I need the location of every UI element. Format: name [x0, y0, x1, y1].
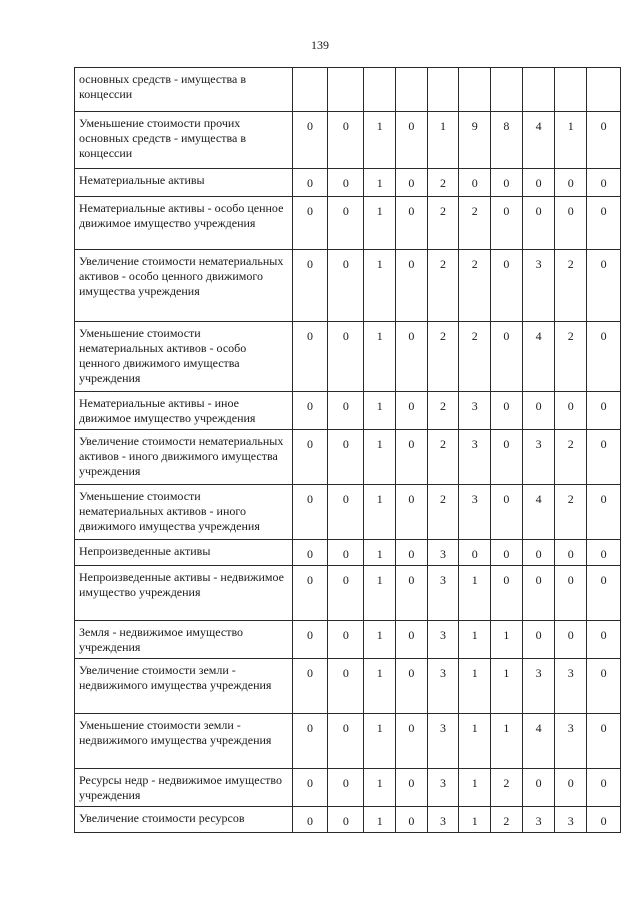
- code-digit-cell: 4: [522, 112, 555, 169]
- code-digit-cell: 0: [328, 807, 364, 833]
- code-digit-cell: 1: [364, 392, 396, 430]
- code-digit-cell: 0: [328, 169, 364, 197]
- code-digit-cell: 3: [459, 392, 491, 430]
- code-digit-cell: 0: [522, 769, 555, 807]
- code-digit-cell: 0: [396, 714, 428, 769]
- code-digit-cell: 0: [328, 322, 364, 392]
- code-digit-cell: 0: [587, 566, 621, 621]
- code-digit-cell: 3: [427, 566, 459, 621]
- code-digit-cell: 0: [396, 566, 428, 621]
- code-digit-cell: 0: [396, 392, 428, 430]
- code-digit-cell: 0: [587, 485, 621, 540]
- code-digit-cell: 0: [491, 540, 523, 566]
- code-digit-cell: 1: [364, 112, 396, 169]
- table-row: [75, 659, 621, 714]
- code-digit-cell: 0: [522, 197, 555, 250]
- code-digit-cell: 0: [587, 807, 621, 833]
- code-digit-cell: 2: [427, 250, 459, 322]
- code-digit-cell: 0: [328, 485, 364, 540]
- code-digit-cell: 3: [555, 659, 587, 714]
- code-digit-cell: 3: [555, 807, 587, 833]
- code-digit-cell: 0: [396, 322, 428, 392]
- code-digit-cell: 2: [427, 430, 459, 485]
- code-digit-cell: 1: [459, 807, 491, 833]
- code-digit-cell: 1: [364, 566, 396, 621]
- code-digit-cell: 1: [364, 197, 396, 250]
- code-digit-cell: 0: [396, 250, 428, 322]
- code-digit-cell: 0: [522, 621, 555, 659]
- code-digit-cell: 3: [427, 659, 459, 714]
- code-digit-cell: 0: [396, 197, 428, 250]
- code-digit-cell: 0: [292, 322, 328, 392]
- table-row: [75, 322, 621, 392]
- account-code-table: [74, 67, 621, 833]
- code-digit-cell: 0: [491, 250, 523, 322]
- account-name-cell: Увеличение стоимости земли - недвижимого имущества учреждения: [75, 659, 293, 714]
- code-digit-cell: 1: [491, 714, 523, 769]
- code-digit-cell: 0: [459, 540, 491, 566]
- code-digit-cell: 0: [587, 540, 621, 566]
- code-digit-cell: 0: [459, 169, 491, 197]
- table-row: [75, 197, 621, 250]
- code-digit-cell: 2: [555, 322, 587, 392]
- code-digit-cell: 0: [587, 769, 621, 807]
- code-digit-cell: 0: [328, 250, 364, 322]
- page-number: 139: [311, 38, 329, 52]
- code-digit-cell: [328, 68, 364, 112]
- code-digit-cell: 3: [522, 659, 555, 714]
- code-digit-cell: 0: [292, 197, 328, 250]
- code-digit-cell: 2: [555, 250, 587, 322]
- code-digit-cell: 0: [328, 659, 364, 714]
- code-digit-cell: 0: [328, 566, 364, 621]
- code-digit-cell: 0: [587, 430, 621, 485]
- account-name-cell: Увеличение стоимости нематериальных активов - особо ценного движимого имущества учреждения: [75, 250, 293, 322]
- code-digit-cell: 0: [522, 169, 555, 197]
- code-digit-cell: [459, 68, 491, 112]
- code-digit-cell: 0: [587, 197, 621, 250]
- table-row: [75, 807, 621, 833]
- code-digit-cell: 0: [292, 485, 328, 540]
- code-digit-cell: 4: [522, 322, 555, 392]
- code-digit-cell: 1: [364, 540, 396, 566]
- code-digit-cell: 3: [427, 540, 459, 566]
- table-row: [75, 769, 621, 807]
- code-digit-cell: 2: [427, 197, 459, 250]
- code-digit-cell: 3: [427, 714, 459, 769]
- code-digit-cell: 0: [555, 566, 587, 621]
- table-row: [75, 714, 621, 769]
- code-digit-cell: 4: [522, 714, 555, 769]
- code-digit-cell: 0: [491, 392, 523, 430]
- code-digit-cell: 0: [292, 714, 328, 769]
- code-digit-cell: [364, 68, 396, 112]
- account-name-cell: Непроизведенные активы - недвижимое имущество учреждения: [75, 566, 293, 621]
- table-row: [75, 392, 621, 430]
- code-digit-cell: 1: [459, 566, 491, 621]
- code-digit-cell: 2: [427, 485, 459, 540]
- code-digit-cell: 0: [328, 392, 364, 430]
- code-digit-cell: 0: [555, 621, 587, 659]
- code-digit-cell: 0: [491, 322, 523, 392]
- code-digit-cell: 0: [328, 714, 364, 769]
- code-digit-cell: 0: [555, 392, 587, 430]
- code-digit-cell: [555, 68, 587, 112]
- code-digit-cell: 0: [292, 807, 328, 833]
- code-digit-cell: 0: [328, 197, 364, 250]
- code-digit-cell: 1: [427, 112, 459, 169]
- code-digit-cell: 0: [292, 621, 328, 659]
- code-digit-cell: 0: [328, 112, 364, 169]
- code-digit-cell: 3: [522, 250, 555, 322]
- code-digit-cell: 2: [459, 322, 491, 392]
- code-digit-cell: 0: [587, 169, 621, 197]
- code-digit-cell: 2: [491, 769, 523, 807]
- code-digit-cell: 1: [555, 112, 587, 169]
- code-digit-cell: 0: [491, 485, 523, 540]
- code-digit-cell: 3: [459, 485, 491, 540]
- code-digit-cell: 9: [459, 112, 491, 169]
- code-digit-cell: 0: [396, 807, 428, 833]
- code-digit-cell: 1: [364, 714, 396, 769]
- account-name-cell: Уменьшение стоимости земли - недвижимого имущества учреждения: [75, 714, 293, 769]
- code-digit-cell: [396, 68, 428, 112]
- code-digit-cell: 0: [555, 197, 587, 250]
- code-digit-cell: 0: [396, 769, 428, 807]
- table-row: [75, 430, 621, 485]
- table-row: [75, 621, 621, 659]
- code-digit-cell: 0: [555, 769, 587, 807]
- code-digit-cell: 0: [491, 169, 523, 197]
- code-digit-cell: 0: [587, 714, 621, 769]
- code-digit-cell: 1: [364, 322, 396, 392]
- code-digit-cell: 0: [292, 566, 328, 621]
- code-digit-cell: 0: [292, 250, 328, 322]
- code-digit-cell: 0: [292, 169, 328, 197]
- code-digit-cell: 1: [364, 769, 396, 807]
- table-row: [75, 250, 621, 322]
- code-digit-cell: 0: [292, 540, 328, 566]
- code-digit-cell: 3: [555, 714, 587, 769]
- code-digit-cell: 0: [396, 430, 428, 485]
- code-digit-cell: 8: [491, 112, 523, 169]
- code-digit-cell: 0: [292, 430, 328, 485]
- code-digit-cell: 4: [522, 485, 555, 540]
- code-digit-cell: 0: [587, 392, 621, 430]
- table-row: [75, 566, 621, 621]
- code-digit-cell: 0: [491, 430, 523, 485]
- code-digit-cell: 0: [587, 112, 621, 169]
- code-digit-cell: 0: [292, 392, 328, 430]
- code-digit-cell: 1: [491, 621, 523, 659]
- table-body: [75, 68, 621, 833]
- code-digit-cell: 0: [522, 566, 555, 621]
- code-digit-cell: 1: [364, 250, 396, 322]
- table-row: [75, 169, 621, 197]
- code-digit-cell: 0: [328, 430, 364, 485]
- code-digit-cell: 3: [459, 430, 491, 485]
- code-digit-cell: 0: [328, 540, 364, 566]
- code-digit-cell: 2: [459, 197, 491, 250]
- code-digit-cell: 2: [459, 250, 491, 322]
- code-digit-cell: 0: [587, 621, 621, 659]
- code-digit-cell: [587, 68, 621, 112]
- code-digit-cell: 3: [427, 621, 459, 659]
- code-digit-cell: 0: [328, 769, 364, 807]
- code-digit-cell: 0: [587, 659, 621, 714]
- code-digit-cell: 0: [292, 769, 328, 807]
- account-name-cell: Ресурсы недр - недвижимое имущество учреждения: [75, 769, 293, 807]
- code-digit-cell: 1: [364, 430, 396, 485]
- account-name-cell: Уменьшение стоимости прочих основных средств - имущества в концессии: [75, 112, 293, 169]
- code-digit-cell: 1: [364, 807, 396, 833]
- code-digit-cell: 0: [292, 112, 328, 169]
- code-digit-cell: 1: [459, 714, 491, 769]
- code-digit-cell: [491, 68, 523, 112]
- code-digit-cell: 2: [427, 322, 459, 392]
- code-digit-cell: [522, 68, 555, 112]
- code-digit-cell: 1: [364, 485, 396, 540]
- code-digit-cell: 1: [364, 169, 396, 197]
- code-digit-cell: [292, 68, 328, 112]
- table-row: [75, 540, 621, 566]
- code-digit-cell: 0: [396, 485, 428, 540]
- code-digit-cell: 0: [587, 322, 621, 392]
- code-digit-cell: 3: [522, 807, 555, 833]
- code-digit-cell: 0: [491, 197, 523, 250]
- code-digit-cell: 3: [522, 430, 555, 485]
- code-digit-cell: 0: [555, 540, 587, 566]
- code-digit-cell: 0: [396, 169, 428, 197]
- account-name-cell: Уменьшение стоимости нематериальных активов - иного движимого имущества учреждения: [75, 485, 293, 540]
- code-digit-cell: 0: [292, 659, 328, 714]
- account-name-cell: основных средств - имущества в концессии: [75, 68, 293, 112]
- code-digit-cell: 2: [555, 430, 587, 485]
- code-digit-cell: 0: [396, 112, 428, 169]
- code-digit-cell: 0: [328, 621, 364, 659]
- code-digit-cell: 2: [555, 485, 587, 540]
- code-digit-cell: 0: [522, 392, 555, 430]
- account-name-cell: Нематериальные активы: [75, 169, 293, 197]
- code-digit-cell: 0: [587, 250, 621, 322]
- code-digit-cell: 0: [491, 566, 523, 621]
- code-digit-cell: 0: [522, 540, 555, 566]
- code-digit-cell: 1: [491, 659, 523, 714]
- code-digit-cell: 1: [459, 659, 491, 714]
- code-digit-cell: 0: [396, 621, 428, 659]
- code-digit-cell: 1: [459, 621, 491, 659]
- code-digit-cell: 2: [427, 392, 459, 430]
- account-name-cell: Непроизведенные активы: [75, 540, 293, 566]
- code-digit-cell: 3: [427, 769, 459, 807]
- code-digit-cell: 0: [396, 659, 428, 714]
- code-digit-cell: 3: [427, 807, 459, 833]
- account-name-cell: Увеличение стоимости ресурсов: [75, 807, 293, 833]
- account-name-cell: Уменьшение стоимости нематериальных активов - особо ценного движимого имущества учреждения: [75, 322, 293, 392]
- table-row: [75, 485, 621, 540]
- code-digit-cell: 1: [364, 621, 396, 659]
- table-row: [75, 112, 621, 169]
- account-name-cell: Земля - недвижимое имущество учреждения: [75, 621, 293, 659]
- code-digit-cell: 1: [459, 769, 491, 807]
- code-digit-cell: [427, 68, 459, 112]
- code-digit-cell: 2: [491, 807, 523, 833]
- account-name-cell: Нематериальные активы - особо ценное движимое имущество учреждения: [75, 197, 293, 250]
- code-digit-cell: 1: [364, 659, 396, 714]
- table-row: [75, 68, 621, 112]
- code-digit-cell: 0: [555, 169, 587, 197]
- code-digit-cell: 0: [396, 540, 428, 566]
- account-name-cell: Нематериальные активы - иное движимое имущество учреждения: [75, 392, 293, 430]
- code-digit-cell: 2: [427, 169, 459, 197]
- account-name-cell: Увеличение стоимости нематериальных активов - иного движимого имущества учреждения: [75, 430, 293, 485]
